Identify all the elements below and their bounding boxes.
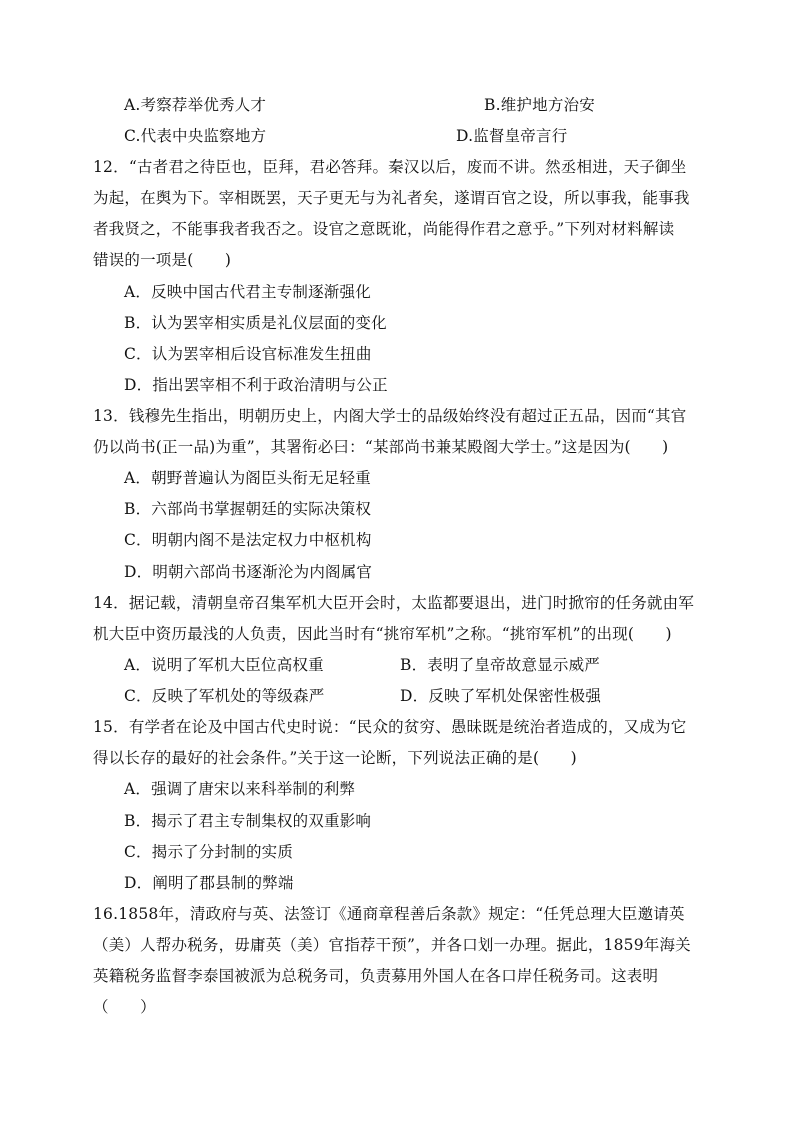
q15-stem-line-2: 得以长存的最好的社会条件。”关于这一论断，下列说法正确的是( ) bbox=[93, 749, 577, 767]
q14-stem-line-1: 14．据记载，清朝皇帝召集军机大臣开会时，太监都要退出，进门时掀帘的任务就由军 bbox=[93, 594, 695, 612]
q15-option-a: A．强调了唐宋以来科举制的利弊 bbox=[124, 780, 356, 798]
q15-option-c: C．揭示了分封制的实质 bbox=[124, 843, 294, 861]
q15-option-b: B．揭示了君主专制集权的双重影响 bbox=[124, 812, 372, 830]
q12-stem-line-1: 12．“古者君之待臣也，臣拜，君必答拜。秦汉以后，废而不讲。然丞相进，天子御坐 bbox=[93, 158, 687, 176]
q11-option-b: B.维护地方治安 bbox=[484, 96, 595, 114]
q11-option-d: D.监督皇帝言行 bbox=[456, 127, 568, 145]
q16-stem-line-2: （美）人帮办税务，毋庸英（美）官指荐干预”，并各口划一办理。据此，1859年海关 bbox=[93, 936, 691, 954]
q13-option-d: D．明朝六部尚书逐渐沦为内阁属官 bbox=[124, 563, 373, 581]
q12-option-a: A．反映中国古代君主专制逐渐强化 bbox=[124, 283, 371, 301]
q11-option-a: A.考察荐举优秀人才 bbox=[124, 96, 267, 114]
q14-option-d: D．反映了军机处保密性极强 bbox=[400, 687, 602, 705]
q12-option-c: C．认为罢宰相后设官标准发生扭曲 bbox=[124, 345, 372, 363]
q13-option-c: C．明朝内阁不是法定权力中枢机构 bbox=[124, 531, 372, 549]
q12-option-d: D．指出罢宰相不利于政治清明与公正 bbox=[124, 376, 388, 394]
q14-option-a: A．说明了军机大臣位高权重 bbox=[124, 656, 324, 674]
q14-option-b: B．表明了皇帝故意显示威严 bbox=[400, 656, 600, 674]
q16-stem-line-3: 英籍税务监督李泰国被派为总税务司，负责募用外国人在各口岸任税务司。这表明 bbox=[93, 967, 659, 985]
q13-option-a: A．朝野普遍认为阁臣头衔无足轻重 bbox=[124, 469, 371, 487]
q15-option-d: D．阐明了郡县制的弊端 bbox=[124, 874, 294, 892]
q12-stem-line-3: 者我贤之，不能事我者我否之。设官之意既讹，尚能得作君之意乎。”下列对材料解读 bbox=[93, 220, 675, 238]
q15-stem-line-1: 15．有学者在论及中国古代史时说：“民众的贫穷、愚昧既是统治者造成的，又成为它 bbox=[93, 718, 687, 736]
q11-option-c: C.代表中央监察地方 bbox=[124, 127, 267, 145]
q12-option-b: B．认为罢宰相实质是礼仪层面的变化 bbox=[124, 314, 387, 332]
q13-option-b: B．六部尚书掌握朝廷的实际决策权 bbox=[124, 500, 372, 518]
q12-stem-line-2: 为起，在舆为下。宰相既罢，天子更无与为礼者矣，遂谓百官之设，所以事我，能事我 bbox=[93, 189, 690, 207]
q14-option-c: C．反映了军机处的等级森严 bbox=[124, 687, 325, 705]
q14-stem-line-2: 机大臣中资历最浅的人负责，因此当时有“挑帘军机”之称。“挑帘军机”的出现( ) bbox=[93, 625, 672, 643]
q13-stem-line-1: 13．钱穆先生指出，明朝历史上，内阁大学士的品级始终没有超过正五品，因而“其官 bbox=[93, 407, 687, 425]
q16-stem-line-4: （ ） bbox=[93, 998, 156, 1016]
q12-stem-line-4: 错误的一项是( ) bbox=[93, 251, 232, 269]
q13-stem-line-2: 仍以尚书(正一品)为重”，其署衔必曰：“某部尚书兼某殿阁大学士。”这是因为( ) bbox=[93, 438, 669, 456]
q16-stem-line-1: 16.1858年，清政府与英、法签订《通商章程善后条款》规定：“任凭总理大臣邀请英 bbox=[93, 905, 685, 923]
